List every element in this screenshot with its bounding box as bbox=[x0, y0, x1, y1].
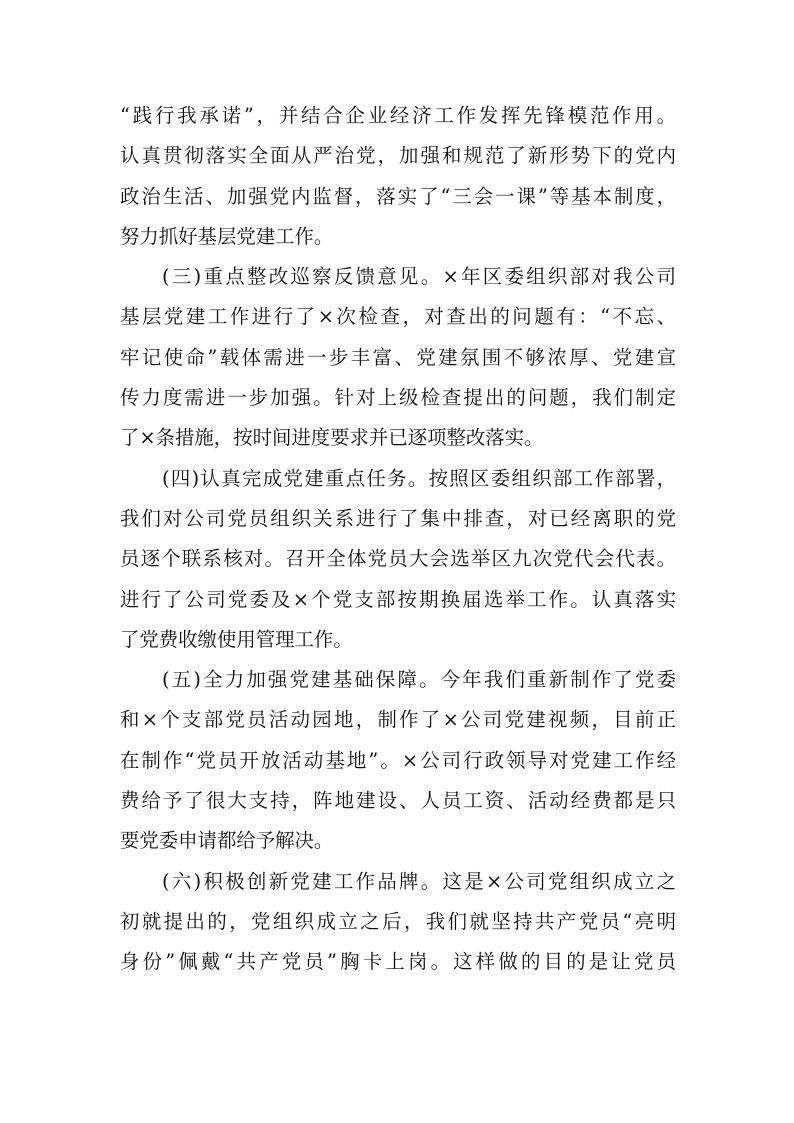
text-line: 传力度需进一步加强。针对上级检查提出的问题，我们制定 bbox=[120, 386, 676, 410]
paragraph-first-line: (五)全力加强党建基础保障。今年我们重新制作了党委 bbox=[162, 668, 676, 692]
text-line: 在制作“党员开放活动基地”。×公司行政领导对党建工作经 bbox=[120, 748, 676, 772]
text-line: 费给予了很大支持，阵地建设、人员工资、活动经费都是只 bbox=[120, 789, 676, 813]
document-body bbox=[120, 96, 676, 983]
text-line: 基层党建工作进行了×次检查，对查出的问题有：“不忘、 bbox=[120, 305, 676, 329]
paragraph-first-line: (四)认真完成党建重点任务。按照区委组织部工作部署， bbox=[162, 466, 676, 490]
paragraph-first-line: (六)积极创新党建工作品牌。这是×公司党组织成立之 bbox=[162, 869, 676, 893]
text-line: 认真贯彻落实全面从严治党，加强和规范了新形势下的党内 bbox=[120, 144, 676, 168]
text-line: 了党费收缴使用管理工作。 bbox=[120, 627, 353, 651]
paragraph-first-line: (三)重点整改巡察反馈意见。×年区委组织部对我公司 bbox=[162, 265, 676, 289]
text-line: 努力抓好基层党建工作。 bbox=[120, 224, 334, 248]
text-line: 牢记使命”载体需进一步丰富、党建氛围不够浓厚、党建宣 bbox=[120, 345, 676, 369]
text-line: 要党委申请都给予解决。 bbox=[120, 829, 334, 853]
text-line: 和×个支部党员活动园地，制作了×公司党建视频，目前正 bbox=[120, 708, 676, 732]
text-line: “践行我承诺”，并结合企业经济工作发挥先锋模范作用。 bbox=[120, 104, 676, 127]
text-line: 政治生活、加强党内监督，落实了“三会一课”等基本制度， bbox=[120, 184, 676, 208]
text-line: 初就提出的，党组织成立之后，我们就坚持共产党员“亮明 bbox=[120, 909, 676, 933]
text-line: 身份”佩戴“共产党员”胸卡上岗。这样做的目的是让党员 bbox=[120, 950, 676, 974]
text-line: 了×条措施，按时间进度要求并已逐项整改落实。 bbox=[120, 426, 544, 450]
text-line: 进行了公司党委及×个党支部按期换届选举工作。认真落实 bbox=[120, 587, 676, 611]
text-line: 员逐个联系核对。召开全体党员大会选举区九次党代会代表。 bbox=[120, 547, 676, 571]
text-line: 我们对公司党员组织关系进行了集中排查，对已经离职的党 bbox=[120, 506, 676, 530]
